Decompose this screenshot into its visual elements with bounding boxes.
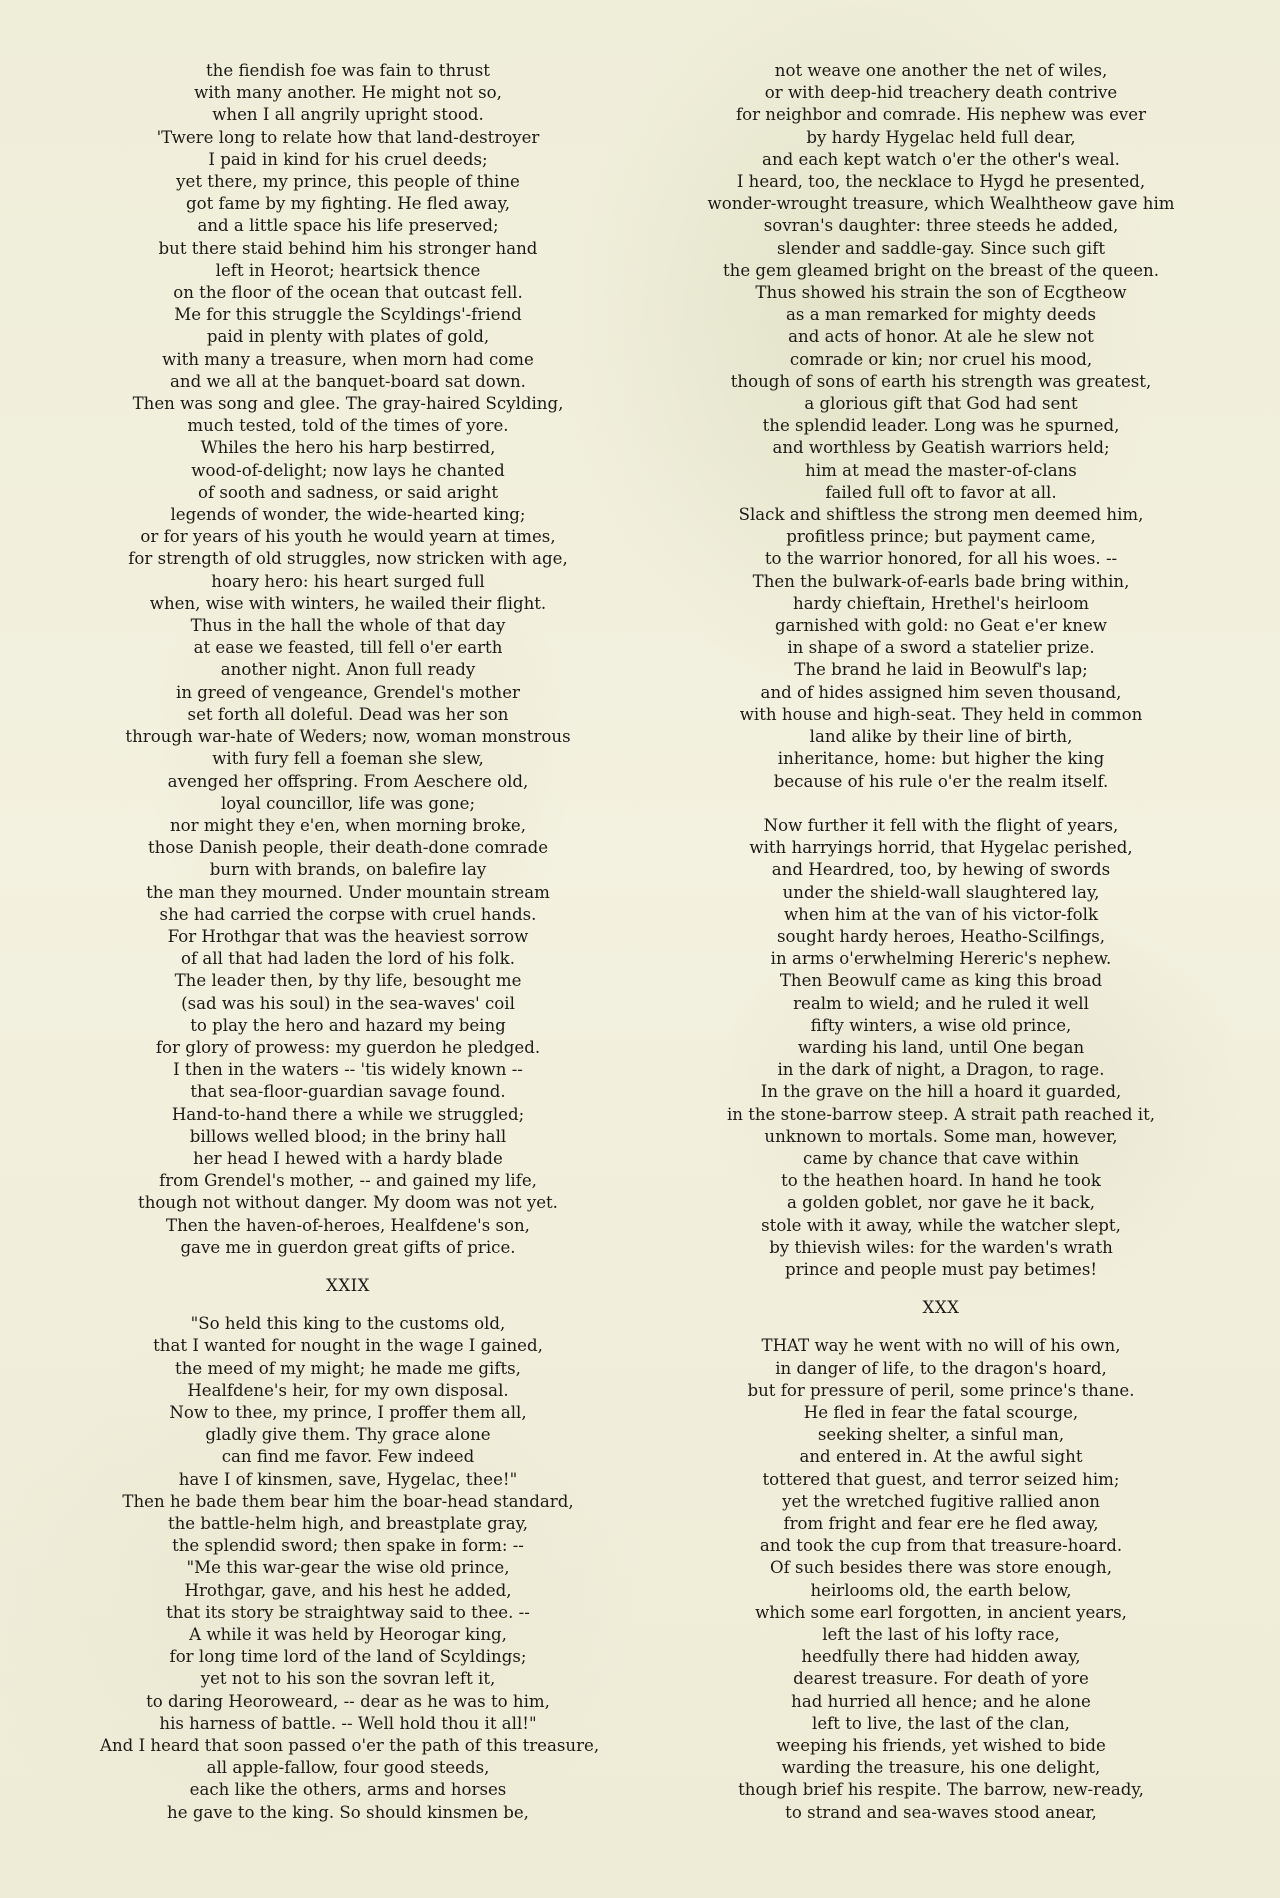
verse-line: him at mead the master-of-clans: [805, 460, 1077, 480]
verse-line: with many another. He might not so,: [194, 83, 502, 103]
verse-line: of all that had laden the lord of his folk.: [181, 949, 515, 969]
verse-line: heedfully there had hidden away,: [801, 1647, 1081, 1667]
right-stanza-2: [700, 815, 1182, 1281]
verse-line: though of sons of earth his strength was greatest,: [730, 371, 1152, 391]
verse-line: slender and saddle-gay. Since such gift: [776, 238, 1106, 258]
verse-line: Then was song and glee. The gray-haired Scylding,: [132, 394, 564, 414]
verse-line: to the heathen hoard. In hand he took: [781, 1171, 1101, 1191]
verse-line: the battle-helm high, and breastplate gray,: [167, 1514, 529, 1533]
verse-line: heirlooms old, the earth below,: [810, 1580, 1072, 1600]
verse-line: legends of wonder, the wide-hearted king;: [170, 505, 526, 525]
verse-line: prince and people must pay betimes!: [784, 1259, 1098, 1279]
verse-line: I then in the waters -- 'tis widely known --: [173, 1060, 523, 1080]
verse-line: got fame by my fighting. He fled away,: [185, 194, 511, 214]
verse-line: and acts of honor. At ale he slew not: [788, 327, 1094, 347]
verse-line: yet there, my prince, this people of thine: [176, 172, 520, 192]
right-stanza-3: [700, 1335, 1182, 1823]
verse-line: as a man remarked for mighty deeds: [786, 305, 1096, 325]
verse-line: 'Twere long to relate how that land-destroyer: [156, 127, 540, 147]
verse-line: she had carried the corpse with cruel hands.: [159, 904, 537, 924]
verse-line: Of such besides there was store enough,: [769, 1558, 1113, 1578]
verse-line: and of hides assigned him seven thousand,: [760, 682, 1122, 702]
verse-line: but for pressure of peril, some prince's thane.: [747, 1380, 1135, 1400]
verse-line: in the stone-barrow steep. A strait path reached it,: [726, 1104, 1156, 1124]
verse-line: had hurried all hence; and he alone: [791, 1691, 1091, 1711]
verse-line: by hardy Hygelac held full dear,: [806, 127, 1076, 147]
verse-line: those Danish people, their death-done comrade: [147, 838, 549, 858]
verse-line: stole with it away, while the watcher slept,: [761, 1215, 1121, 1235]
verse-line: to play the hero and hazard my being: [190, 1015, 506, 1035]
verse-line: For Hrothgar that was the heaviest sorrow: [167, 926, 529, 946]
verse-line: fifty winters, a wise old prince,: [810, 1015, 1072, 1035]
verse-line: the man they mourned. Under mountain stream: [146, 882, 550, 902]
verse-line: warding the treasure, his one delight,: [781, 1758, 1101, 1778]
verse-line: in danger of life, to the dragon's hoard,: [775, 1358, 1107, 1378]
verse-line: Healfdene's heir, for my own disposal.: [187, 1380, 509, 1400]
verse-line: a glorious gift that God had sent: [804, 394, 1078, 414]
verse-line: paid in plenty with plates of gold,: [206, 327, 490, 347]
verse-line: profitless prince; but payment came,: [786, 527, 1096, 547]
verse-line: "Me this war-gear the wise old prince,: [186, 1558, 510, 1578]
verse-line: avenged her offspring. From Aeschere old,: [167, 771, 529, 791]
verse-line: all apple-fallow, four good steeds,: [206, 1758, 490, 1778]
verse-line: land alike by their line of birth,: [809, 727, 1073, 747]
verse-line: which some earl forgotten, in ancient years,: [755, 1602, 1127, 1622]
chapter-heading-xxx: XXX: [922, 1298, 960, 1318]
verse-line: and Heardred, too, by hewing of swords: [771, 860, 1111, 880]
verse-line: and worthless by Geatish warriors held;: [772, 438, 1110, 458]
verse-line: in the dark of night, a Dragon, to rage.: [777, 1060, 1105, 1080]
verse-line: for neighbor and comrade. His nephew was ever: [735, 105, 1147, 125]
verse-line: from fright and fear ere he fled away,: [783, 1513, 1099, 1533]
verse-line: but there staid behind him his stronger hand: [158, 238, 538, 258]
verse-line: weeping his friends, yet wished to bide: [776, 1736, 1106, 1756]
verse-line: came by chance that cave within: [803, 1148, 1079, 1168]
verse-line: each like the others, arms and horses: [189, 1780, 507, 1800]
verse-line: and we all at the banquet-board sat down.: [170, 371, 526, 391]
stanza-spacer: [700, 793, 1182, 815]
verse-line: can find me favor. Few indeed: [221, 1447, 475, 1467]
left-column: [100, 60, 600, 1824]
verse-line: Whiles the hero his harp bestirred,: [200, 438, 496, 458]
verse-line: not weave one another the net of wiles,: [774, 61, 1108, 80]
right-stanza-1: [700, 60, 1182, 793]
verse-line: realm to wield; and he ruled it well: [793, 993, 1089, 1013]
verse-line: in greed of vengeance, Grendel's mother: [176, 682, 520, 702]
verse-line: THAT way he went with no will of his own,: [761, 1336, 1121, 1356]
verse-line: another night. Anon full ready: [220, 660, 476, 680]
verse-line: because of his rule o'er the realm itself.: [773, 771, 1109, 791]
verse-line: through war-hate of Weders; now, woman monstrous: [125, 727, 571, 747]
verse-line: hoary hero: his heart surged full: [211, 571, 485, 591]
verse-line: the fiendish foe was fain to thrust: [206, 61, 490, 80]
left-stanza-1: [100, 60, 596, 1259]
verse-line: left the last of his lofty race,: [822, 1625, 1060, 1644]
verse-line: and a little space his life preserved;: [197, 216, 499, 236]
verse-line: when, wise with winters, he wailed their flight.: [149, 593, 547, 613]
verse-line: with many a treasure, when morn had come: [162, 349, 534, 369]
verse-line: unknown to mortals. Some man, however,: [764, 1126, 1118, 1146]
chapter-heading-xxix: XXIX: [326, 1275, 370, 1295]
verse-line: to the warrior honored, for all his woes. --: [764, 549, 1118, 569]
verse-line: and took the cup from that treasure-hoard.: [759, 1536, 1123, 1556]
verse-line: for strength of old struggles, now stricken with age,: [128, 549, 568, 569]
verse-line: loyal councillor, life was gone;: [220, 793, 476, 813]
verse-line: left to live, the last of the clan,: [812, 1713, 1070, 1733]
verse-line: Then Beowulf came as king this broad: [779, 971, 1103, 991]
verse-line: for long time lord of the land of Scyldings;: [169, 1647, 527, 1667]
verse-line: much tested, told of the times of yore.: [187, 416, 509, 436]
verse-line: Now to thee, my prince, I proffer them all,: [169, 1402, 527, 1422]
verse-line: the splendid leader. Long was he spurned,: [762, 416, 1120, 436]
verse-line: Me for this struggle the Scyldings'-friend: [174, 305, 522, 325]
verse-line: He fled in fear the fatal scourge,: [803, 1402, 1079, 1422]
verse-line: for glory of prowess: my guerdon he pledged.: [155, 1037, 541, 1057]
verse-line: comrade or kin; nor cruel his mood,: [789, 349, 1093, 369]
verse-line: or with deep-hid treachery death contrive: [764, 83, 1118, 103]
verse-line: that I wanted for nought in the wage I gained,: [153, 1336, 543, 1356]
verse-line: and entered in. At the awful sight: [799, 1447, 1083, 1467]
verse-line: Thus in the hall the whole of that day: [190, 616, 506, 636]
verse-line: with fury fell a foeman she slew,: [212, 749, 484, 769]
verse-line: left in Heorot; heartsick thence: [215, 260, 481, 280]
verse-line: when I all angrily upright stood.: [212, 105, 484, 125]
verse-line: sought hardy heroes, Heatho-Scilfings,: [776, 926, 1106, 946]
verse-line: though brief his respite. The barrow, new-ready,: [738, 1780, 1144, 1800]
verse-line: by thievish wiles: for the warden's wrath: [769, 1237, 1113, 1257]
verse-line: garnished with gold: no Geat e'er knew: [775, 616, 1107, 636]
verse-line: Thus showed his strain the son of Ecgtheow: [755, 283, 1127, 303]
verse-line: he gave to the king. So should kinsmen be,: [167, 1802, 529, 1822]
verse-line: in shape of a sword a statelier prize.: [787, 638, 1095, 658]
verse-line: in arms o'erwhelming Hereric's nephew.: [770, 949, 1112, 969]
verse-line: that its story be straightway said to thee. --: [166, 1602, 530, 1622]
verse-line: and each kept watch o'er the other's weal.: [762, 149, 1120, 169]
verse-line: to daring Heoroweard, -- dear as he was to him,: [146, 1691, 550, 1711]
verse-line: Hand-to-hand there a while we struggled;: [171, 1104, 525, 1124]
verse-line: warding his land, until One began: [797, 1037, 1085, 1057]
verse-line: his harness of battle. -- Well hold thou it all!": [159, 1713, 537, 1733]
verse-line: yet not to his son the sovran left it,: [200, 1669, 496, 1689]
verse-line: to strand and sea-waves stood anear,: [785, 1802, 1097, 1822]
verse-line: sovran's daughter: three steeds he added,: [763, 216, 1119, 236]
verse-line: I paid in kind for his cruel deeds;: [208, 149, 488, 169]
verse-line: of sooth and sadness, or said aright: [197, 482, 499, 502]
verse-line: though not without danger. My doom was not yet.: [138, 1193, 558, 1213]
verse-line: And I heard that soon passed o'er the path of this treasure,: [100, 1736, 600, 1756]
verse-line: (sad was his soul) in the sea-waves' coil: [181, 993, 515, 1013]
left-stanza-2: [100, 1313, 600, 1824]
right-column: [700, 60, 1182, 1824]
verse-line: tottered that guest, and terror seized him;: [762, 1469, 1120, 1489]
verse-line: when him at the van of his victor-folk: [783, 904, 1099, 924]
verse-line: gave me in guerdon great gifts of price.: [180, 1237, 516, 1257]
verse-line: The leader then, by thy life, besought me: [174, 971, 522, 991]
verse-line: with harryings horrid, that Hygelac perished,: [749, 838, 1133, 858]
verse-line: failed full oft to favor at all.: [825, 482, 1057, 502]
verse-line: the splendid sword; then spake in form: --: [172, 1536, 524, 1556]
verse-line: at ease we feasted, till fell o'er earth: [193, 638, 503, 658]
verse-line: with house and high-seat. They held in common: [739, 704, 1143, 724]
verse-line: I heard, too, the necklace to Hygd he presented,: [736, 172, 1146, 192]
verse-line: burn with brands, on balefire lay: [209, 860, 487, 880]
verse-line: The brand he laid in Beowulf's lap;: [794, 660, 1088, 680]
verse-line: from Grendel's mother, -- and gained my life,: [159, 1171, 537, 1191]
verse-line: billows welled blood; in the briny hall: [189, 1126, 507, 1146]
verse-line: hardy chieftain, Hrethel's heirloom: [793, 593, 1089, 613]
verse-line: Then he bade them bear him the boar-head standard,: [122, 1491, 574, 1511]
verse-line: set forth all doleful. Dead was her son: [187, 704, 509, 724]
verse-line: Then the haven-of-heroes, Healfdene's son,: [166, 1215, 530, 1235]
verse-line: Hrothgar, gave, and his hest he added,: [184, 1580, 512, 1600]
verse-line: wood-of-delight; now lays he chanted: [191, 460, 505, 480]
verse-line: In the grave on the hill a hoard it guarded,: [760, 1082, 1122, 1102]
verse-line: that sea-floor-guardian savage found.: [190, 1082, 506, 1102]
verse-line: dearest treasure. For death of yore: [793, 1669, 1089, 1689]
verse-line: nor might they e'en, when morning broke,: [169, 815, 527, 835]
verse-line: seeking shelter, a sinful man,: [817, 1425, 1065, 1445]
verse-line: a golden goblet, nor gave he it back,: [786, 1193, 1096, 1213]
verse-line: or for years of his youth he would yearn at times,: [140, 527, 556, 547]
verse-line: have I of kinsmen, save, Hygelac, thee!": [178, 1469, 518, 1489]
verse-line: under the shield-wall slaughtered lay,: [782, 882, 1100, 902]
verse-line: "So held this king to the customs old,: [190, 1314, 506, 1334]
verse-line: the meed of my might; he made me gifts,: [175, 1358, 521, 1378]
verse-line: the gem gleamed bright on the breast of the queen.: [722, 260, 1159, 280]
verse-line: on the floor of the ocean that outcast fell.: [173, 283, 523, 303]
verse-line: Now further it fell with the flight of years,: [763, 815, 1119, 835]
verse-line: wonder-wrought treasure, which Wealhtheow gave him: [707, 194, 1175, 214]
verse-line: her head I hewed with a hardy blade: [193, 1148, 503, 1168]
verse-line: A while it was held by Heorogar king,: [189, 1625, 507, 1645]
verse-line: Then the bulwark-of-earls bade bring within,: [752, 571, 1130, 591]
verse-line: gladly give them. Thy grace alone: [205, 1425, 491, 1445]
verse-line: inheritance, home: but higher the king: [777, 749, 1105, 769]
verse-line: Slack and shiftless the strong men deemed him,: [738, 505, 1144, 525]
verse-line: yet the wretched fugitive rallied anon: [782, 1491, 1100, 1511]
